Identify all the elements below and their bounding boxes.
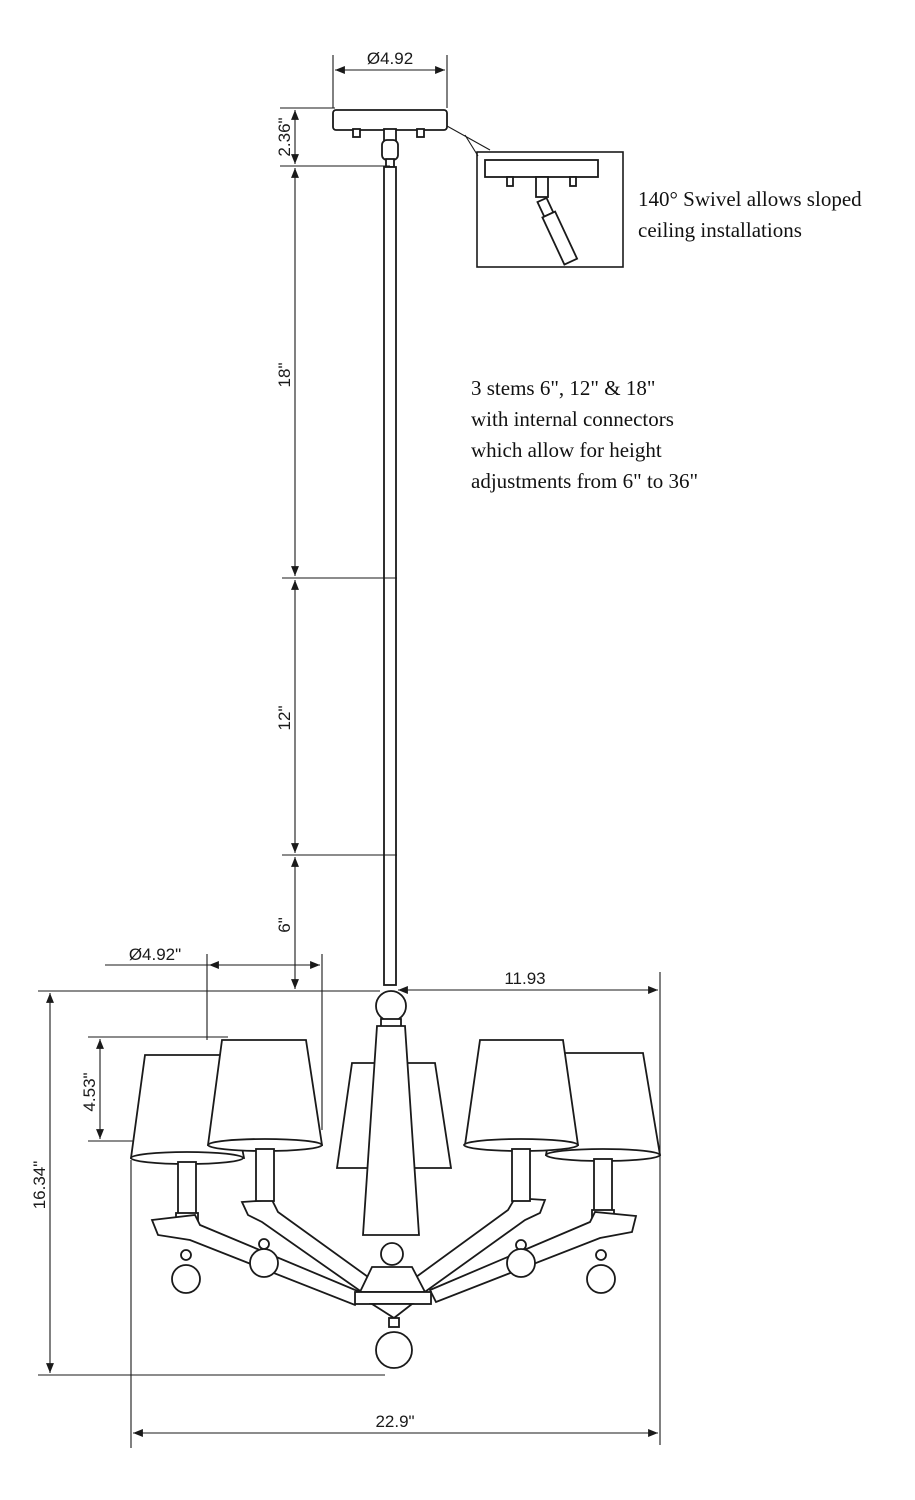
shade-inner-left [208,1040,322,1201]
swivel-note-line-2: ceiling installations [638,218,802,242]
canopy-diameter-label: Ø4.92 [366,49,414,68]
canopy-diameter-dimension [333,49,447,108]
pendant-ball-3 [507,1240,535,1277]
half-width-label: 11.93 [504,969,546,988]
stem-18-label: 18" [275,362,294,388]
stems-note-line-2: with internal connectors [471,407,674,431]
swivel-detail [447,126,623,267]
pendant-ball-1 [172,1250,200,1293]
body-height-dimension [30,993,385,1375]
center-body [355,991,431,1368]
shade-height-label: 4.53" [80,1072,99,1112]
canopy [333,110,447,167]
body-height-label: 16.34" [30,1160,49,1210]
pendant-ball-2 [250,1239,278,1277]
shade-diameter-label: Ø4.92" [128,945,182,964]
swivel-note-line-1: 140° Swivel allows sloped [638,187,862,211]
stems-note-line-1: 3 stems 6", 12" & 18" [471,376,656,400]
stem-18-dimension [275,168,397,578]
stem [384,167,396,985]
shade-inner-right [464,1040,578,1201]
stems-note [471,373,698,497]
total-width-label: 22.9" [375,1412,415,1431]
stem-12-label: 12" [275,705,294,731]
stems-note-line-3: which allow for height [471,438,662,462]
swivel-note [638,184,862,246]
stem-12-dimension [275,580,397,855]
stems-note-line-4: adjustments from 6" to 36" [471,469,699,493]
stem-6-dimension [275,857,295,989]
stem-6-label: 6" [275,917,294,933]
pendant-ball-4 [587,1250,615,1293]
canopy-height-label: 2.36" [275,117,294,157]
